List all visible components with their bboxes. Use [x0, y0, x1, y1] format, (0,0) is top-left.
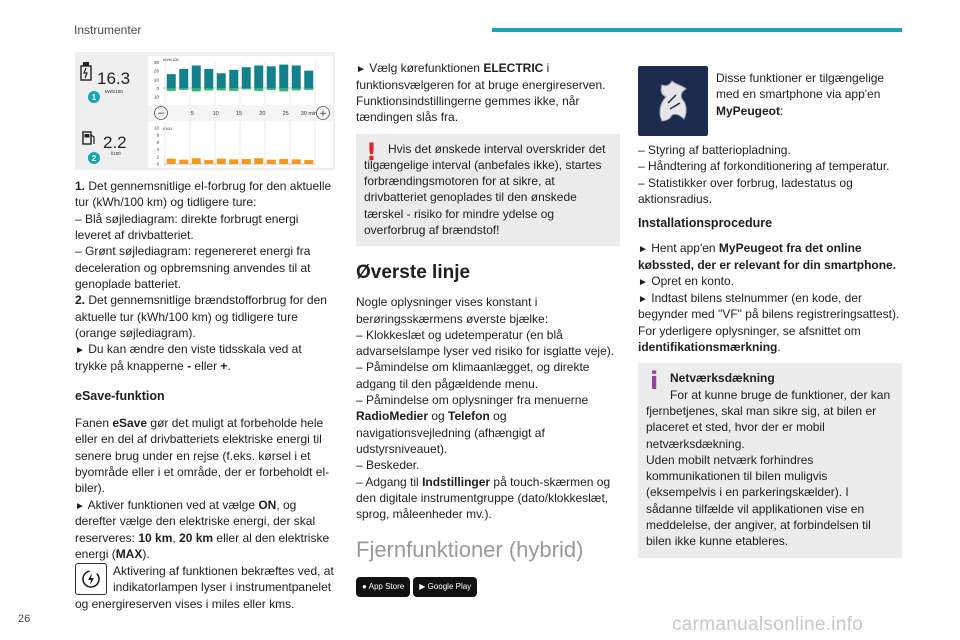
arrow-bullet: ►: [638, 277, 648, 289]
s2: Opret en konto.: [647, 274, 734, 289]
regen-bar: [192, 88, 201, 91]
num-1: 1.: [75, 179, 86, 193]
info-title: Netværksdækning: [670, 371, 775, 386]
esave-p2-b: , og derefter vælge den elektriske energi, der skal reserveres:: [75, 497, 316, 545]
fuel-bar: [179, 160, 188, 164]
electric-bar: [254, 65, 263, 88]
fuel-bar: [242, 159, 251, 164]
p3-c: .: [227, 358, 231, 373]
regen-bar: [217, 88, 226, 90]
l3-c: og navigationsvejledning (afhængigt af udstyrsniveauet).: [356, 409, 545, 457]
bottom-value: 2.2: [103, 133, 127, 152]
col2-l1: – Klokkeslæt og udetemperatur (en blå advarselslampe lyser ved risiko for isglatte veje).: [356, 327, 615, 359]
col3-p: [638, 323, 902, 356]
esave-p2-20: 20 km: [179, 530, 214, 545]
electric-bar: [242, 67, 251, 88]
fuel-bar: [292, 159, 301, 164]
col2-l4: – Beskeder.: [356, 458, 420, 473]
p-bold: identifikationsmærkning: [638, 339, 778, 354]
p1-line3: – Grønt søjlediagram: regenereret energi fra deceleration og opbremsning anvendes til at genoplade batteriet.: [75, 244, 311, 291]
top-ytick-label: 0: [156, 86, 159, 91]
l5-a: – Adgang til: [356, 474, 423, 489]
paragraph-1: [75, 178, 337, 211]
arrow-bullet: ►: [638, 244, 648, 256]
page-header-title: Instrumenter: [74, 23, 142, 37]
top-unit: kWh/100: [105, 89, 123, 94]
regen-bar: [304, 88, 313, 90]
col2-l5: [356, 474, 620, 523]
regen-bar: [267, 88, 276, 90]
p3-a: Du kan ændre den viste tidsskala ved at trykke på knapperne: [75, 342, 302, 373]
col2-l2: – Påmindelse om klimaanlægget, og direkte adgang til den pågældende menu.: [356, 360, 590, 391]
col2-l3: [356, 392, 620, 457]
p-a: For yderligere oplysninger, se afsnittet om: [638, 323, 861, 338]
esave-p1-b: gør det muligt at forbeholde hele eller en del af drivbatteriets elektriske energi til senere brug under en rejse (f.eks. kørsel i et byområde eller i et område, der er forbeholdt el-biler).: [75, 416, 330, 496]
installation-heading: Installationsprocedure: [638, 216, 773, 231]
esave-p2-d: eller al den elektriske energi (: [75, 530, 330, 561]
top-ytick-label: 30: [153, 60, 159, 65]
esave-p2-10: 10 km: [138, 530, 173, 545]
p3-plus: +: [220, 358, 228, 373]
fuel-bar: [192, 158, 201, 164]
intro-a: Disse funktioner er tilgængelige med en smartphone via app'en: [716, 71, 885, 102]
l5-b: på touch-skærmen og den digitale instrumentgruppe (dato/klokkeslæt, sprog, måleenheder mv.).: [356, 474, 611, 522]
x-tick-label: 15: [235, 111, 243, 117]
col3-s2: [638, 273, 902, 290]
arrow-bullet: ►: [75, 500, 85, 512]
col3-l1: – Styring af batteriopladning.: [638, 143, 791, 157]
p2-text: Det gennemsnitlige brændstofforbrug for den aktuelle tur (kWh/100 km) og tidligere ture (orange søjlediagram).: [75, 293, 327, 340]
num-2: 2.: [75, 293, 86, 308]
column-3-intro: [716, 70, 896, 119]
bottom-ytick-label: 4: [156, 147, 159, 153]
warning-text: Hvis det ønskede interval overskrider det tilgængelige interval (anbefales ikke), startes forbrændingsmotoren for at sikre, at drivbatteriet genoplades til den ønskede tærskel - risiko for mindre ydelse og overforbrug af brændstof!: [364, 141, 606, 238]
app-store-label: App Store: [368, 581, 405, 591]
p3-minus: -: [187, 358, 192, 373]
esave-p2: [75, 497, 337, 563]
p3-b: eller: [191, 358, 221, 373]
arrow-bullet: ►: [638, 293, 648, 305]
electric-bar: [167, 74, 176, 88]
col2-p1-a: Vælg kørefunktionen: [365, 61, 484, 75]
esave-p2-on: ON: [258, 497, 277, 512]
regen-bar: [254, 88, 263, 91]
electric-bar: [292, 65, 301, 88]
play-icon: ▶: [419, 581, 426, 591]
col3-l3: – Statistikker over forbrug, ladestatus og aktionsradius.: [638, 175, 853, 206]
page-number: 26: [18, 613, 31, 625]
electric-bar: [229, 70, 238, 88]
s1-bold: MyPeugeot fra det online købssted, der er relevant for din smartphone.: [638, 241, 897, 272]
bottom-ytick-label: 2: [156, 154, 159, 160]
section-heading-top-line: Øverste linje: [356, 262, 471, 284]
top-ytick-label: 20: [153, 68, 159, 74]
electric-bar: [304, 71, 313, 88]
callout-1-label: 1: [91, 93, 97, 102]
regen-bar: [292, 88, 301, 90]
fuel-bar: [217, 159, 226, 164]
top-axis-unit: kWh/100: [163, 57, 179, 62]
esave-p2-a: Aktiver funktionen ved at vælge: [84, 497, 259, 512]
regen-bar: [179, 88, 188, 90]
l3-b2: Telefon: [448, 409, 490, 424]
warning-box: [356, 134, 620, 247]
esave-p1-bold: eSave: [112, 416, 148, 431]
watermark: carmanualsonline.info: [672, 614, 864, 635]
bottom-unit: l/100: [111, 151, 121, 156]
app-store-badge[interactable]: [356, 577, 410, 597]
regen-bar: [229, 88, 238, 91]
esave-p2-e: ).: [142, 546, 150, 561]
l3-mid: og: [428, 409, 449, 424]
info-text: [646, 387, 894, 452]
fuel-bar: [167, 159, 176, 164]
consumption-chart: [75, 52, 335, 170]
col3-s3: [638, 290, 902, 323]
minus-button-label: −: [157, 109, 165, 119]
esave-p1: [75, 415, 337, 497]
bottom-ytick-label: 6: [156, 139, 159, 145]
l5-bold: Indstillinger: [422, 474, 491, 489]
bottom-ytick-label: 8: [156, 132, 159, 138]
col2-p1-b: i funktionsvælgeren for at bruge energireserven.: [356, 61, 606, 92]
x-tick-label: 20: [259, 111, 266, 117]
regen-bar: [204, 88, 213, 90]
p1-line2: – Blå søjlediagram: direkte forbrugt energi leveret af drivbatteriet.: [75, 211, 299, 242]
section-heading-remote: Fjernfunktioner (hybrid): [356, 536, 584, 562]
top-ytick-label: 10: [153, 94, 159, 100]
intro-b: :: [780, 103, 784, 118]
electric-bar: [267, 66, 276, 88]
esave-indicator-icon: [75, 563, 107, 595]
esave-indicator-note: [75, 563, 337, 612]
plus-button-label: +: [319, 109, 327, 119]
esave-p2-max: MAX: [115, 546, 143, 561]
l3-a: – Påmindelse om oplysninger fra menuerne: [356, 393, 589, 408]
x-tick-label: 25: [282, 111, 289, 117]
col2-p1: [356, 60, 620, 93]
electric-bar: [217, 73, 226, 88]
ev-icon: [81, 62, 91, 80]
col2-p2: Nogle oplysninger vises konstant i berøringsskærmens øverste bjælke:: [356, 295, 549, 326]
column-3: [638, 142, 902, 558]
intro-bold: MyPeugeot: [716, 103, 781, 118]
header-accent-bar: [492, 28, 902, 32]
bottom-axis-unit: l/100: [163, 126, 172, 131]
callout-2-label: 2: [91, 154, 97, 163]
fuel-bar: [304, 160, 313, 164]
top-ytick-label: 10: [153, 77, 159, 83]
apple-icon: ●: [362, 581, 367, 591]
consumption-figure: [75, 52, 335, 170]
s1-a: Hent app'en: [647, 241, 719, 256]
regen-bar: [242, 88, 251, 89]
arrow-bullet: ►: [356, 64, 366, 75]
electric-bar: [179, 69, 188, 88]
info-text-2: Uden mobilt netværk forhindres kommunikationen til bilen muligvis (eksempelvis i en parkeringskælder). I sådanne tilfælde vil applikationen vise en meddelelse, der angiver, at forbindelsen til bilen ikke kunne etableres.: [646, 452, 871, 549]
regen-bar: [279, 88, 288, 91]
x-tick-label: 10: [212, 111, 219, 117]
esave-heading: eSave-funktion: [75, 389, 165, 404]
bottom-ytick-label: 0: [156, 161, 159, 167]
warning-icon: !: [366, 137, 377, 166]
esave-p1-a: Fanen: [75, 416, 113, 431]
esave-p2-c: ,: [172, 530, 180, 545]
store-badges: [356, 577, 620, 597]
info-text-1: For at kunne bruge de funktioner, der kan fjernbetjenes, skal man sikre sig, at bilen er placeret et sted, hvor der er mobil netværksdækning.: [646, 387, 891, 451]
electric-bar: [192, 65, 201, 88]
x-tick-label: 30 min: [300, 111, 318, 117]
top-value: 16.3: [97, 69, 131, 88]
info-box: [638, 363, 902, 557]
column-1: [75, 178, 337, 612]
col3-intro: [716, 70, 896, 119]
fuel-bar: [229, 159, 238, 164]
col3-l2: – Håndtering af forkonditionering af temperatur.: [638, 159, 890, 174]
fuel-bar: [279, 159, 288, 164]
fuel-bar: [204, 160, 213, 164]
fuel-bar: [254, 158, 263, 164]
s3: Indtast bilens stelnummer (en kode, der begynder med "VF" på bilens registreringsattest).: [638, 290, 900, 322]
p1-text: Det gennemsnitlige el-forbrug for den aktuelle tur (kWh/100 km) og tidligere ture:: [75, 179, 332, 210]
google-play-label: Google Play: [427, 581, 472, 591]
paragraph-3: [75, 341, 337, 374]
l3-b1: RadioMedier: [356, 409, 429, 424]
fuel-pump-icon: [83, 132, 94, 144]
arrow-bullet: ►: [75, 345, 85, 357]
info-icon: i: [650, 367, 659, 396]
col2-p1c: Funktionsindstillingerne gemmes ikke, når tændingen slås fra.: [356, 93, 580, 125]
col2-p1-bold: ELECTRIC: [483, 61, 544, 75]
esave-p3: Aktivering af funktionen bekræftes ved, at indikatorlampen lyser i instrumentpanelet og energireserven vises i miles eller kms.: [75, 564, 334, 611]
bottom-ytick-label: 10: [154, 125, 159, 131]
google-play-badge[interactable]: [413, 577, 477, 597]
peugeot-logo: [638, 66, 708, 136]
electric-bar: [204, 69, 213, 88]
column-2: [356, 60, 620, 597]
fuel-bar: [267, 160, 276, 164]
p-b: .: [777, 339, 781, 354]
regen-bar: [167, 88, 176, 91]
electric-bar: [279, 65, 288, 88]
paragraph-2: [75, 292, 337, 341]
col3-s1: [638, 240, 902, 273]
x-tick-label: 5: [190, 111, 194, 117]
